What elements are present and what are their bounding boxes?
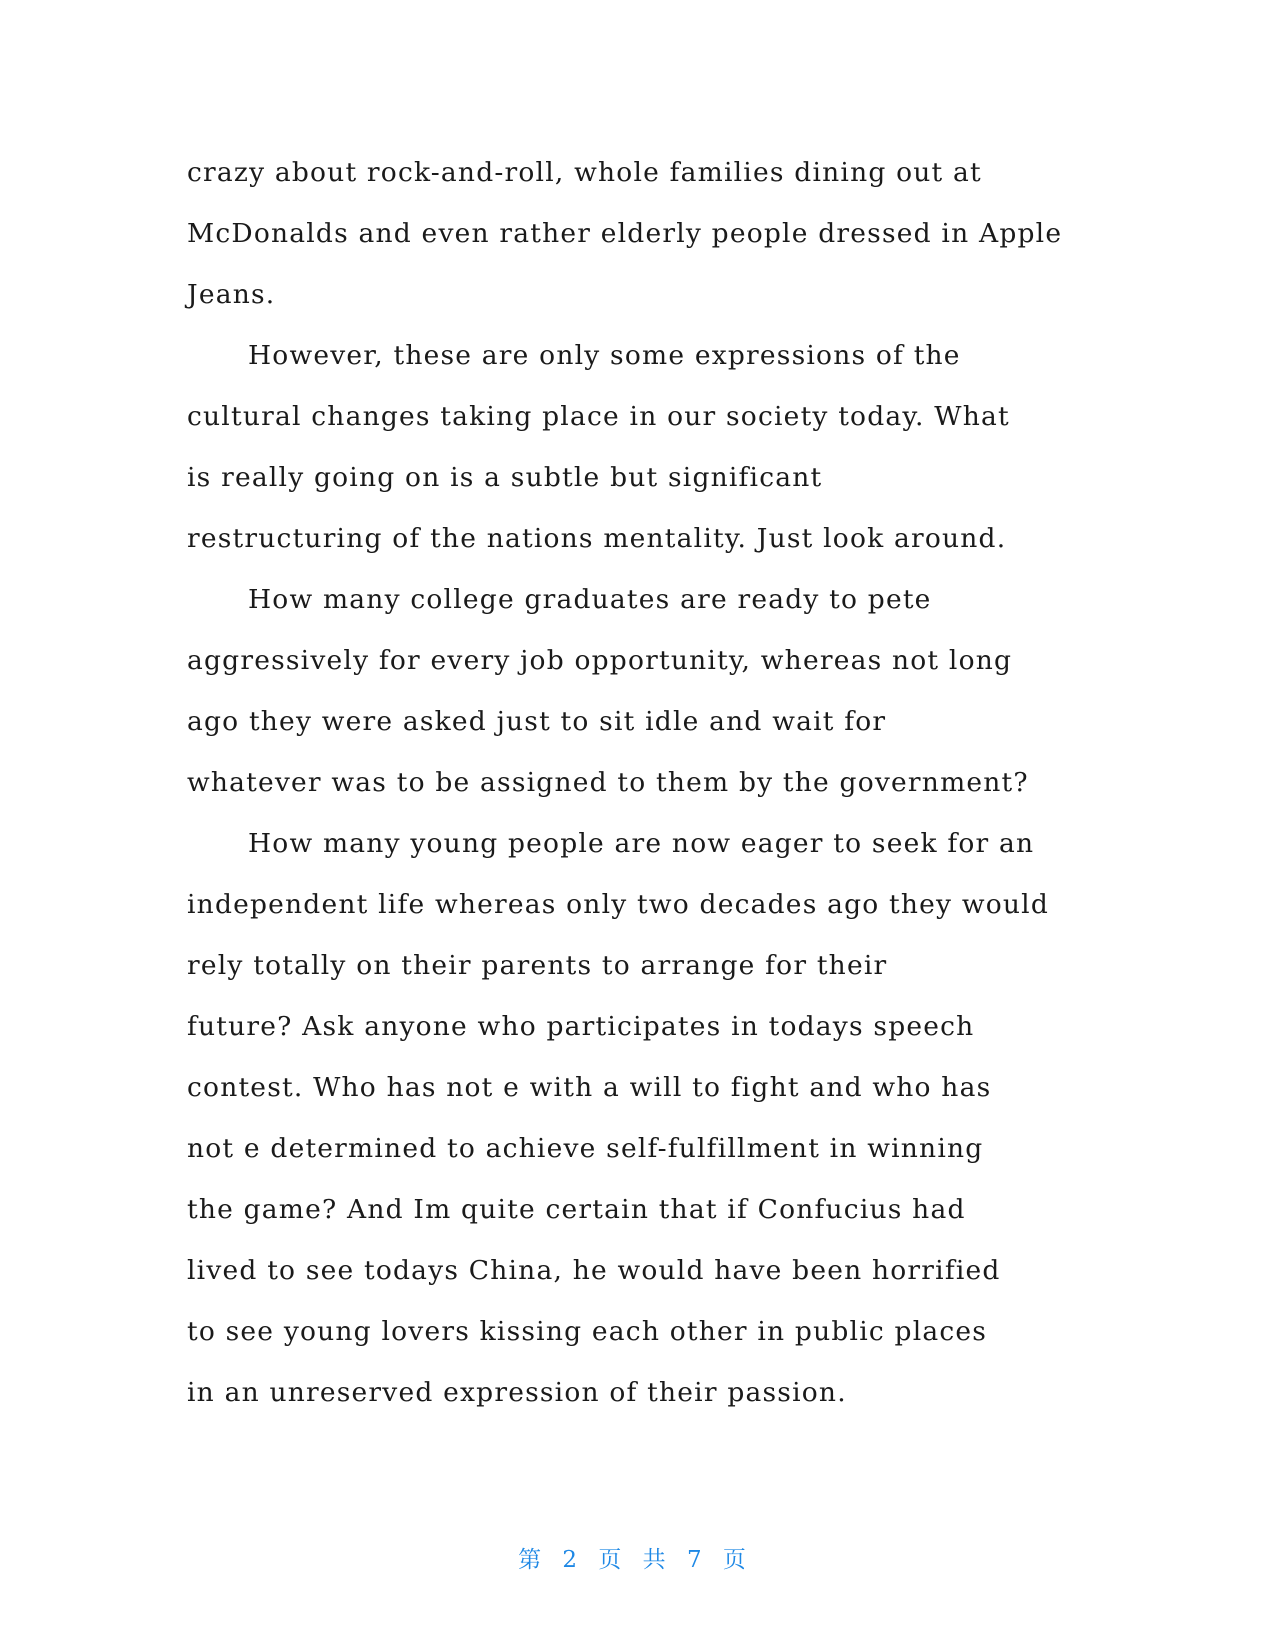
text-line: not e determined to achieve self-fulfillment in winning	[187, 1133, 984, 1164]
footer-suffix: 页	[722, 1547, 749, 1573]
text-line: crazy about rock-and-roll, whole families dining out at	[187, 157, 982, 188]
text-line: the game? And Im quite certain that if Confucius had	[187, 1194, 966, 1225]
text-line: Jeans.	[187, 279, 276, 310]
text-line: rely totally on their parents to arrange for their	[187, 950, 888, 981]
document-body	[187, 142, 1087, 1423]
footer-page-word: 页	[598, 1547, 625, 1573]
text-line: aggressively for every job opportunity, whereas not long	[187, 645, 1013, 676]
text-line: cultural changes taking place in our society today. What	[187, 401, 1010, 432]
footer-total-prefix: 共	[642, 1547, 669, 1573]
text-line: future? Ask anyone who participates in todays speech	[187, 1011, 975, 1042]
page-footer	[0, 1545, 1275, 1575]
text-line: lived to see todays China, he would have been horrified	[187, 1255, 1001, 1286]
text-line: ago they were asked just to sit idle and wait for	[187, 706, 887, 737]
paragraph-start-line: How many young people are now eager to seek for an	[248, 828, 1035, 859]
text-line: whatever was to be assigned to them by the government?	[187, 767, 1029, 798]
text-line: in an unreserved expression of their passion.	[187, 1377, 847, 1408]
text-line: contest. Who has not e with a will to fight and who has	[187, 1072, 992, 1103]
text-line: to see young lovers kissing each other in public places	[187, 1316, 988, 1347]
text-line: McDonalds and even rather elderly people dressed in Apple	[187, 218, 1063, 249]
paragraph-start-line: However, these are only some expressions of the	[248, 340, 961, 371]
text-line: is really going on is a subtle but significant	[187, 462, 823, 493]
paragraph-start-line: How many college graduates are ready to pete	[248, 584, 932, 615]
footer-prefix: 第	[518, 1547, 545, 1573]
text-line: independent life whereas only two decades ago they would	[187, 889, 1049, 920]
total-pages-number: 7	[686, 1547, 705, 1573]
current-page-number: 2	[562, 1547, 581, 1573]
text-line: restructuring of the nations mentality. Just look around.	[187, 523, 1007, 554]
